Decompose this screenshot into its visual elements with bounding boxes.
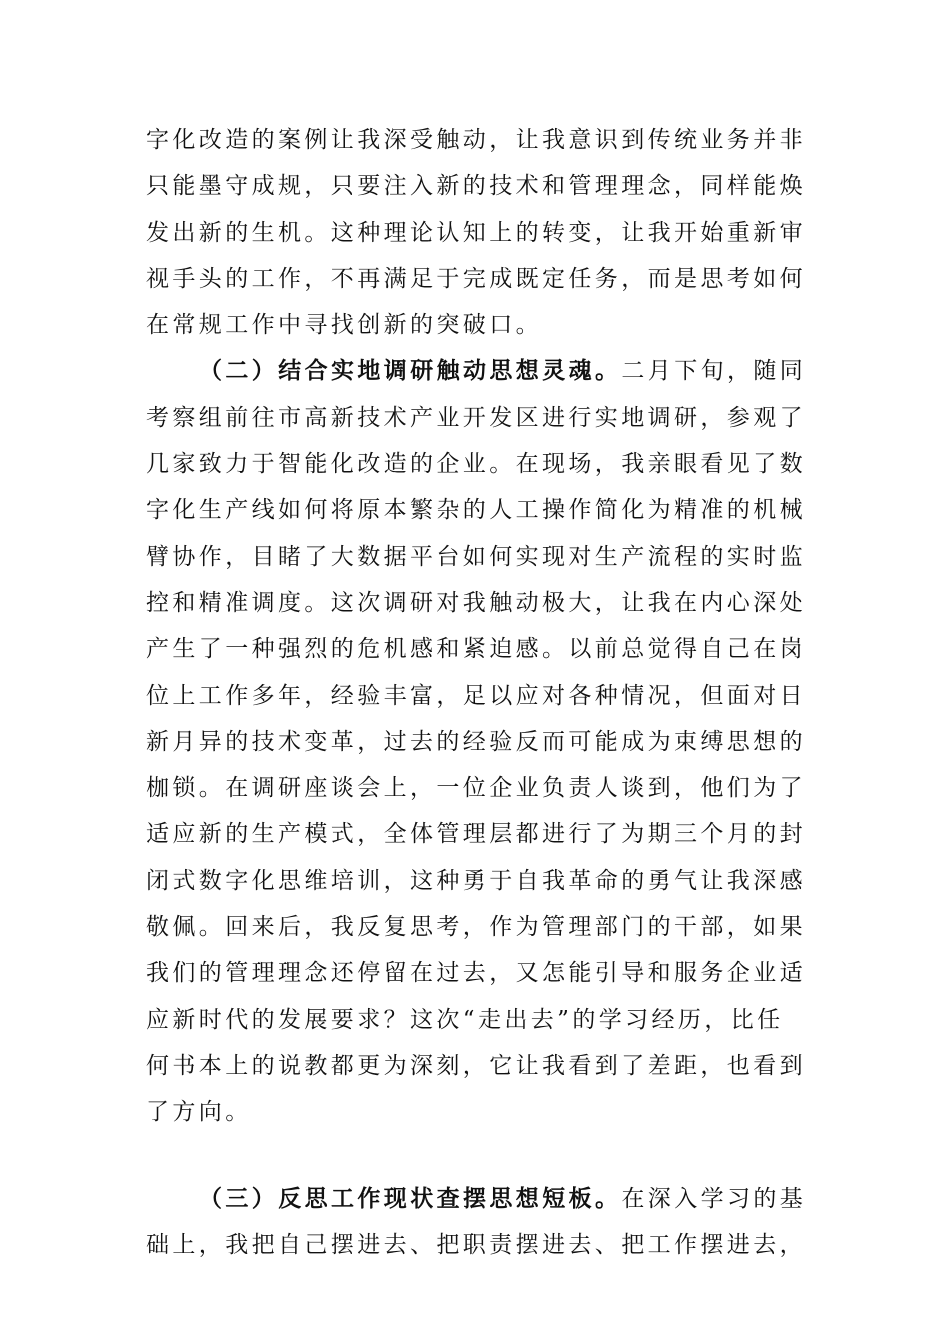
text-line: 视手头的工作，不再满足于完成既定任务，而是思考如何 [146, 265, 806, 292]
text-run: 二月下旬，随同 [621, 358, 807, 385]
text-line: 适应新的生产模式，全体管理层都进行了为期三个月的封 [146, 821, 806, 848]
text-line: 枷锁。在调研座谈会上，一位企业负责人谈到，他们为了 [146, 775, 806, 802]
text-line: 臂协作，目睹了大数据平台如何实现对生产流程的实时监 [146, 543, 806, 570]
text-line: 考察组前往市高新技术产业开发区进行实地调研，参观了 [146, 404, 806, 431]
text-line: 敬佩。回来后，我反复思考，作为管理部门的干部，如果 [146, 914, 806, 941]
text-line: 础上，我把自己摆进去、把职责摆进去、把工作摆进去， [146, 1231, 806, 1258]
text-line: 了方向。 [146, 1099, 252, 1126]
text-line: 闭式数字化思维培训，这种勇于自我革命的勇气让我深感 [146, 867, 806, 894]
text-line [146, 348, 826, 394]
text-line: 字化改造的案例让我深受触动，让我意识到传统业务并非 [146, 127, 806, 153]
text-line: 何书本上的说教都更为深刻，它让我看到了差距，也看到 [146, 1052, 806, 1079]
text-line: 新月异的技术变革，过去的经验反而可能成为束缚思想的 [146, 728, 806, 755]
text-line: 只能墨守成规，只要注入新的技术和管理理念，同样能焕 [146, 173, 806, 200]
text-line: 控和精准调度。这次调研对我触动极大，让我在内心深处 [146, 589, 806, 616]
text-line: 字化生产线如何将原本繁杂的人工操作简化为精准的机械 [146, 497, 806, 524]
paragraph-1 [146, 117, 826, 348]
text-line [146, 1176, 826, 1222]
text-run: 在深入学习的基 [621, 1185, 807, 1212]
section-heading: （二）结合实地调研触动思想灵魂。 [199, 357, 622, 385]
text-line: 几家致力于智能化改造的企业。在现场，我亲眼看见了数 [146, 451, 806, 478]
paragraph-2 [146, 348, 826, 1135]
text-line: 发出新的生机。这种理论认知上的转变，让我开始重新审 [146, 219, 806, 246]
text-line: 产生了一种强烈的危机感和紧迫感。以前总觉得自己在岗 [146, 636, 806, 663]
text-line: 在常规工作中寻找创新的突破口。 [146, 312, 542, 339]
text-line: 我们的管理理念还停留在过去，又怎能引导和服务企业适 [146, 960, 806, 987]
text-line: 位上工作多年，经验丰富，足以应对各种情况，但面对日 [146, 682, 806, 709]
paragraph-3 [146, 1176, 826, 1269]
text-line: 应新时代的发展要求？这次“走出去”的学习经历，比任 [146, 1006, 784, 1033]
document-page [146, 117, 826, 1268]
section-heading: （三）反思工作现状查摆思想短板。 [199, 1184, 622, 1212]
